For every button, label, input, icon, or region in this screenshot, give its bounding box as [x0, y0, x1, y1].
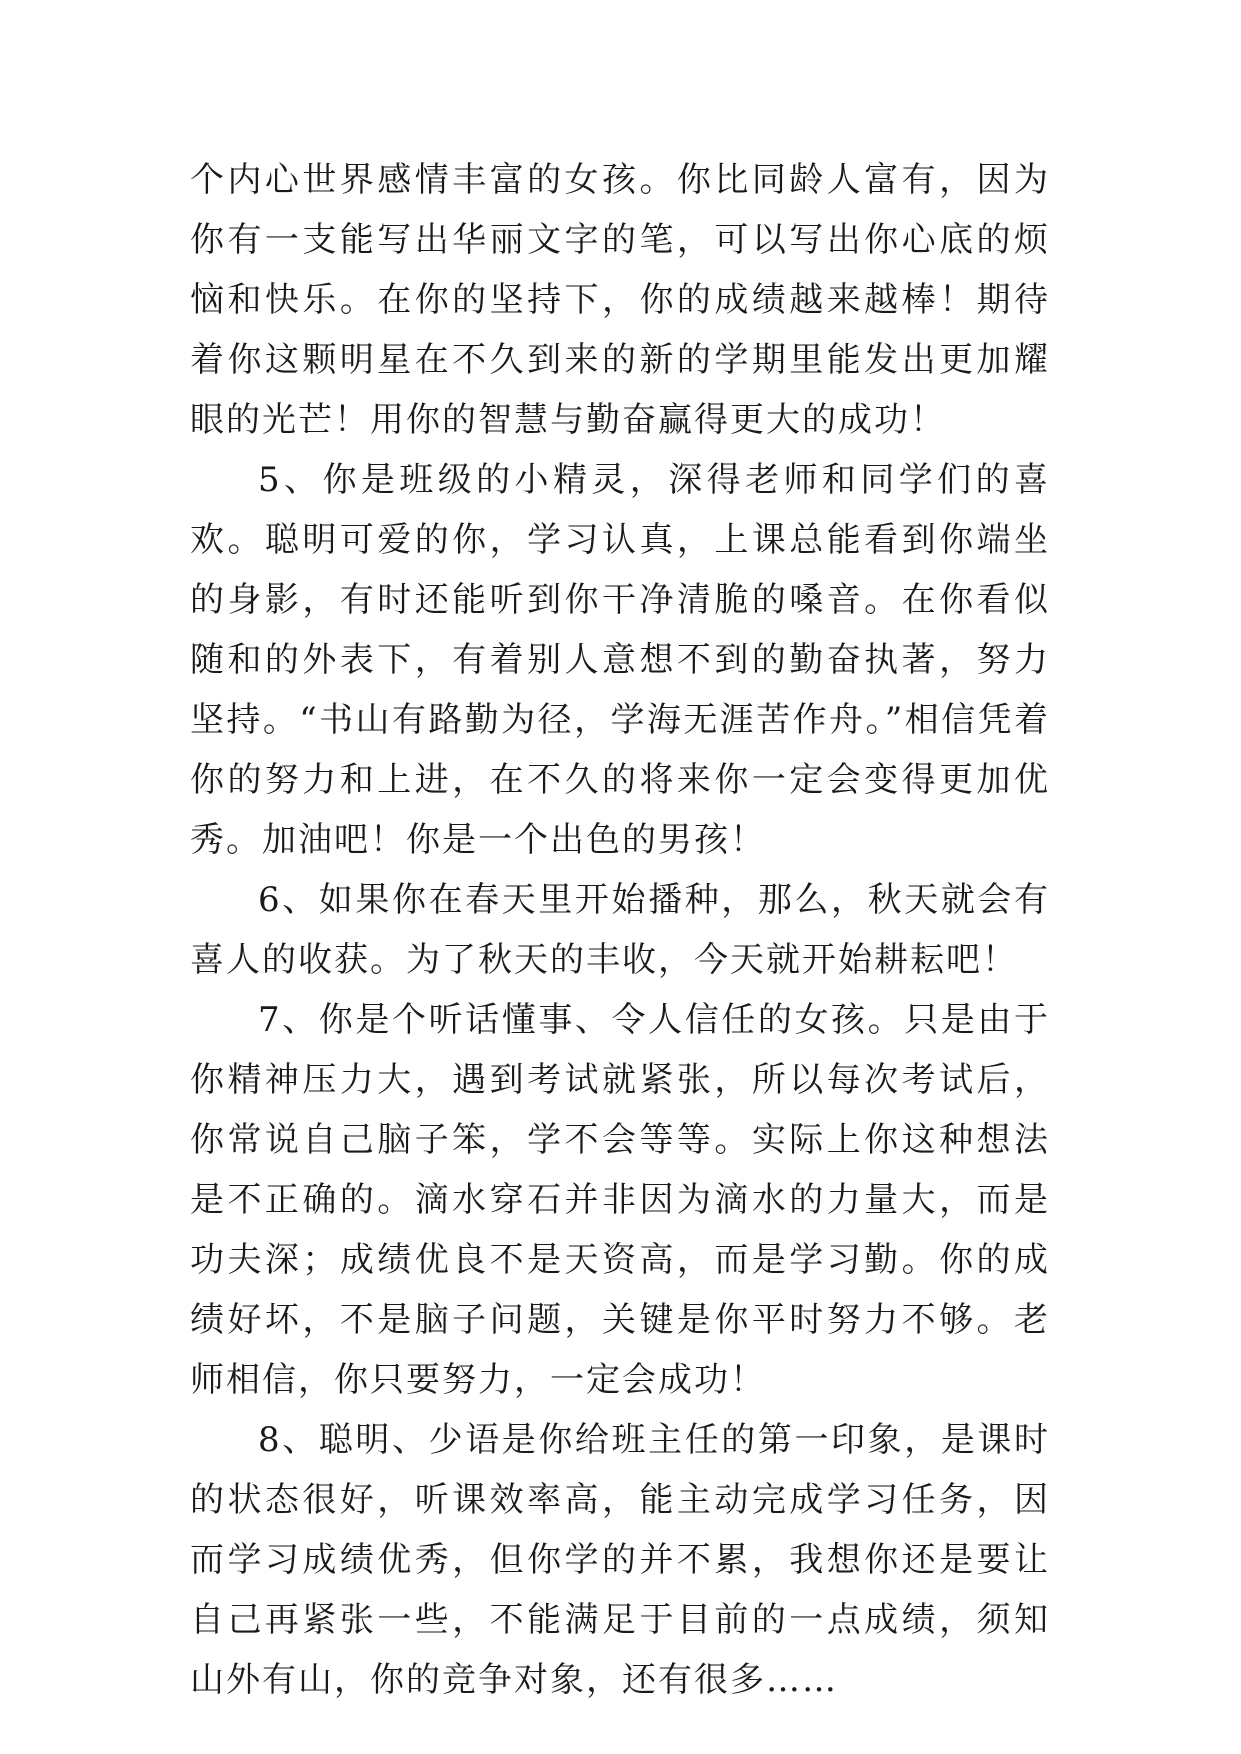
paragraph-item-6: 6、如果你在春天里开始播种，那么，秋天就会有喜人的收获。为了秋天的丰收，今天就开始耕耘吧！: [190, 880, 1050, 980]
paragraph-item-5: 5、你是班级的小精灵，深得老师和同学们的喜欢。聪明可爱的你，学习认真，上课总能看到你端坐的身影，有时还能听到你干净清脆的嗓音。在你看似随和的外表下，有着别人意想不到的勤奋执著，努力坚持。“书山有路勤为径，学海无涯苦作舟。”相信凭着你的努力和上进，在不久的将来你一定会变得更加优秀。加油吧！你是一个出色的男孩！: [190, 460, 1050, 860]
paragraph-continuation: 个内心世界感情丰富的女孩。你比同龄人富有，因为你有一支能写出华丽文字的笔，可以写出你心底的烦恼和快乐。在你的坚持下，你的成绩越来越棒！期待着你这颗明星在不久到来的新的学期里能发出更加耀眼的光芒！用你的智慧与勤奋赢得更大的成功！: [190, 160, 1050, 440]
paragraph-item-8: 8、聪明、少语是你给班主任的第一印象，是课时的状态很好，听课效率高，能主动完成学习任务，因而学习成绩优秀，但你学的并不累，我想你还是要让自己再紧张一些，不能满足于目前的一点成绩，须知山外有山，你的竞争对象，还有很多……: [190, 1420, 1050, 1700]
document-body: [190, 150, 1050, 1710]
paragraph-item-7: 7、你是个听话懂事、令人信任的女孩。只是由于你精神压力大，遇到考试就紧张，所以每次考试后，你常说自己脑子笨，学不会等等。实际上你这种想法是不正确的。滴水穿石并非因为滴水的力量大，而是功夫深；成绩优良不是天资高，而是学习勤。你的成绩好坏，不是脑子问题，关键是你平时努力不够。老师相信，你只要努力，一定会成功！: [190, 1000, 1050, 1400]
